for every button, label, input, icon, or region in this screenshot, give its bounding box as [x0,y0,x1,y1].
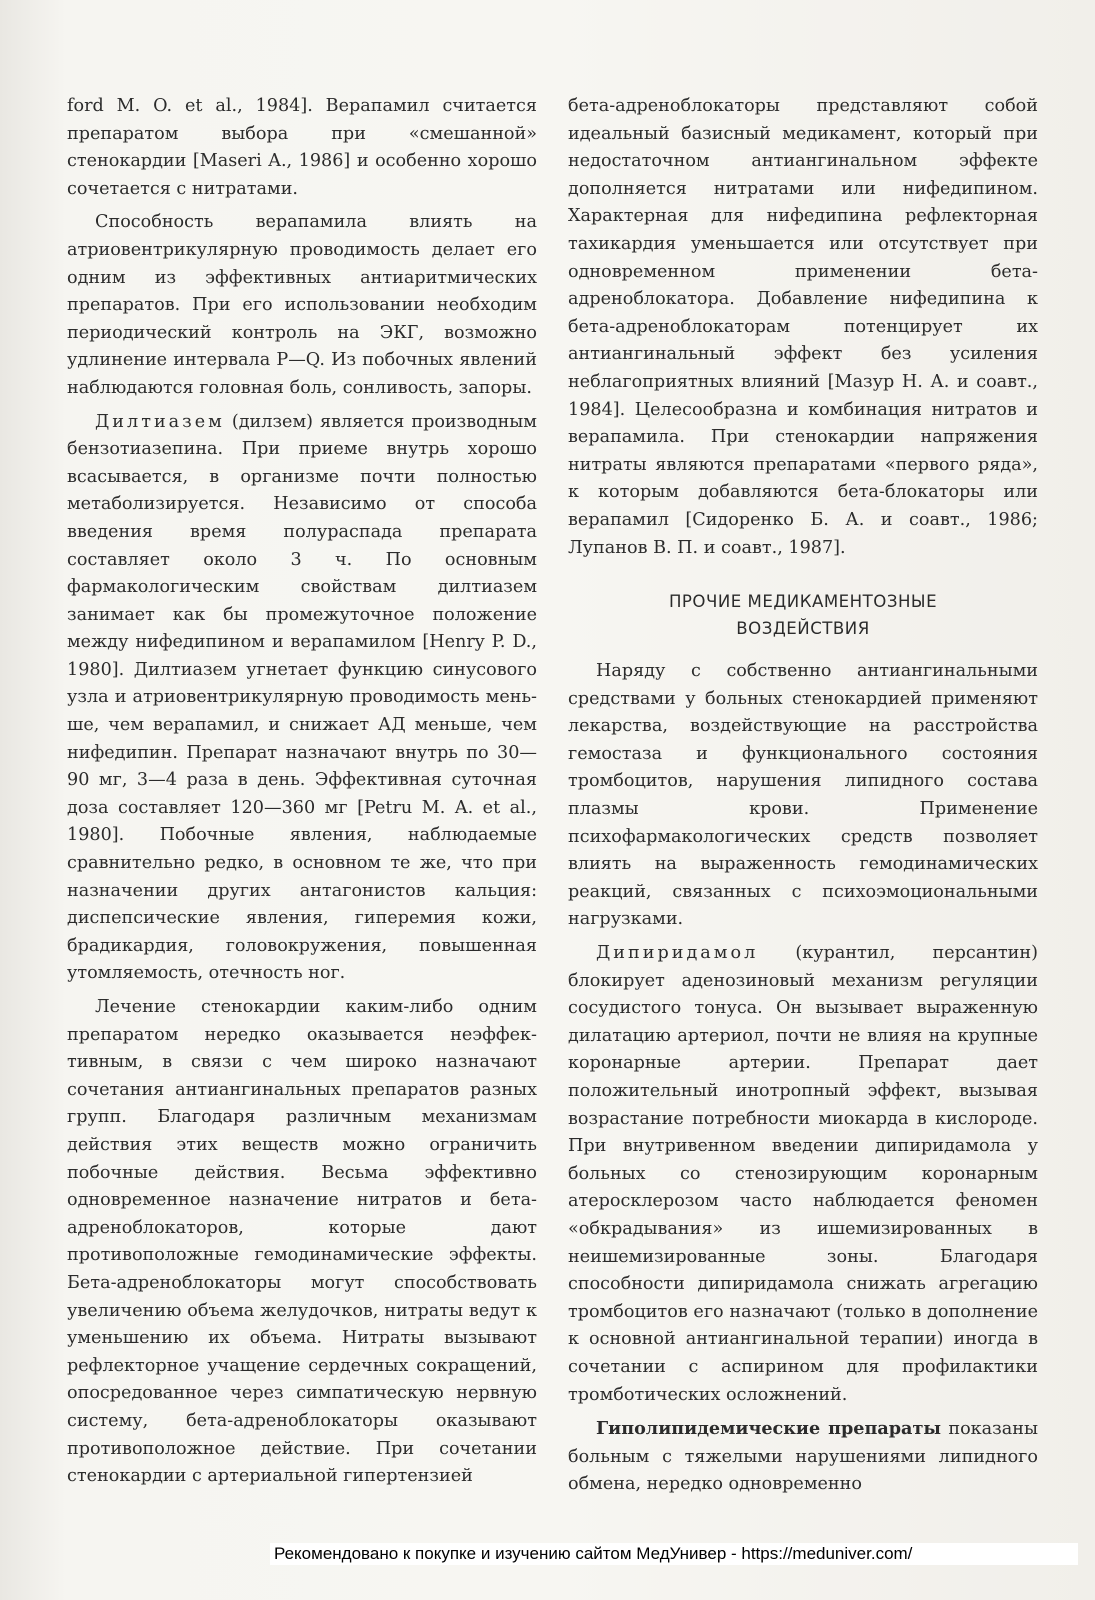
drug-term: Дипиридамол [596,943,759,964]
left-column [67,93,537,1497]
drug-term: Дилтиазем [95,411,225,432]
paragraph: бета-адреноблокаторы представляют собой идеальный базисный медикамент, который при недостаточном антиангинальном эффекте дополняется нитратами или нифедипином. Характерная для нифедипина рефлекторная тахикардия уменьшается или отсутствует при одновременном применении бета-адреноблокатора. Добавление нифедипина к бета-адреноблокаторам потенцирует их антиангинальный эффект без усиления неблагоприятных влияний [Мазур Н. А. и соавт., 1984]. Целесообразна и комбинация нитратов и верапамила. При стенокардии напряжения нитраты являются препаратами «первого ряда», к которым добавляются бета-блокаторы или верапамил [Сидоренко Б. А. и соавт., 1986; Лупанов В. П. и соавт., 1987]. [568,96,1038,558]
paragraph-text: (дилзем) является производным бензотиазепина. При приеме внутрь хорошо всасывается, в организме почти полностью метаболизируется. Независимо от способа введения время полураспада препарата составляет около 3 ч. По основным фармакологическим свойствам дилтиазем занимает как бы промежуточное положение между нифедипином и верапамилом [Henry P. D., 1980]. Дилтиазем угнетает функцию синусового узла и атриовентрикулярную проводимость меньше, чем верапамил, и снижает АД меньше, чем нифедипин. Препарат назначают внутрь по 30—90 мг, 3—4 раза в день. Эффективная суточная доза составляет 120—360 мг [Petru M. A. et al., 1980]. Побочные явления, наблюдаемые сравнительно редко, в основном те же, что при назначении других антагонистов кальция: диспепсические явления, гиперемия кожи, брадикардия, головокружения, повышенная утомляемость, отечность ног. [67,411,537,984]
paragraph [568,940,1038,1409]
heading-line: ВОЗДЕЙСТВИЯ [736,619,870,639]
paragraph-text: показаны больным с тяжелыми нарушениями липидного обмена, нередко одновременно [568,1419,1038,1495]
paragraph [568,1415,1038,1499]
paragraph [67,409,537,988]
right-column [568,93,1038,1505]
section-heading [568,588,1038,642]
paragraph: Способность верапамила влиять на атриовентрикулярную проводимость делает его одним из эффективных антиаритмических препаратов. При его использовании необходим периодический контроль на ЭКГ, возможно удлинение интервала P—Q. Из побочных явлений наблюдаются головная боль, сонливость, запоры. [67,212,537,398]
paragraph: Наряду с собственно антиангинальными средствами у больных стенокардией применяют лекарства, воздействующие на расстройства гемостаза и функционального состояния тромбоцитов, нарушения липидного состава плазмы крови. Применение психофармакологических средств позволяет влиять на выраженность гемодинамических реакций, связанных с психоэмоциональными нагрузками. [568,661,1038,930]
drug-term: Гиполипидемические препараты [596,1418,941,1440]
watermark-footer: Рекомендовано к покупке и изучению сайтом МедУнивер - https://meduniver.com/ [270,1543,1078,1565]
heading-line: ПРОЧИЕ МЕДИКАМЕНТОЗНЫЕ [668,592,938,612]
paragraph: Лечение стенокардии каким-либо одним препаратом нередко оказывается неэффективным, в связи с чем широко назначают сочетания антиангинальных препаратов разных групп. Благодаря различным механизмам действия этих веществ можно ограничить побочные действия. Весьма эффективно одновременное назначение нитратов и бета-адреноблокаторов, которые дают противоположные гемодинамические эффекты. Бета-адреноблокаторы могут способствовать увеличению объема желудочков, нитраты ведут к уменьшению их объема. Нитраты вызывают рефлекторное учащение сердечных сокращений, опосредованное через симпатическую нервную систему, бета-адреноблокаторы оказывают противоположное действие. При сочетании стенокардии с артериальной гипертензией [67,997,537,1487]
paragraph: ford M. O. et al., 1984]. Верапамил считается препаратом выбора при «смешанной» стенокардии [Maseri A., 1986] и особенно хорошо сочетается с нитратами. [67,96,537,199]
paragraph-text: (курантил, персантин) блокирует аденозиновый механизм регуляции сосудистого тонуса. Он вызывает выраженную дилатацию артериол, почти не влияя на крупные коронарные артерии. Препарат дает положительный инотропный эффект, вызывая возрастание потребности миокарда в кислороде. При внутривенном введении дипиридамола у больных со стенозирующим коронарным атеросклерозом часто наблюдается феномен «обкрадывания» из ишемизированных в неишемизированные зоны. Благодаря способности дипиридамола снижать агрегацию тромбоцитов его назначают (только в дополнение к основной антиангинальной терапии) иногда в сочетании с аспирином для профилактики тромботических осложнений. [568,943,1038,1405]
